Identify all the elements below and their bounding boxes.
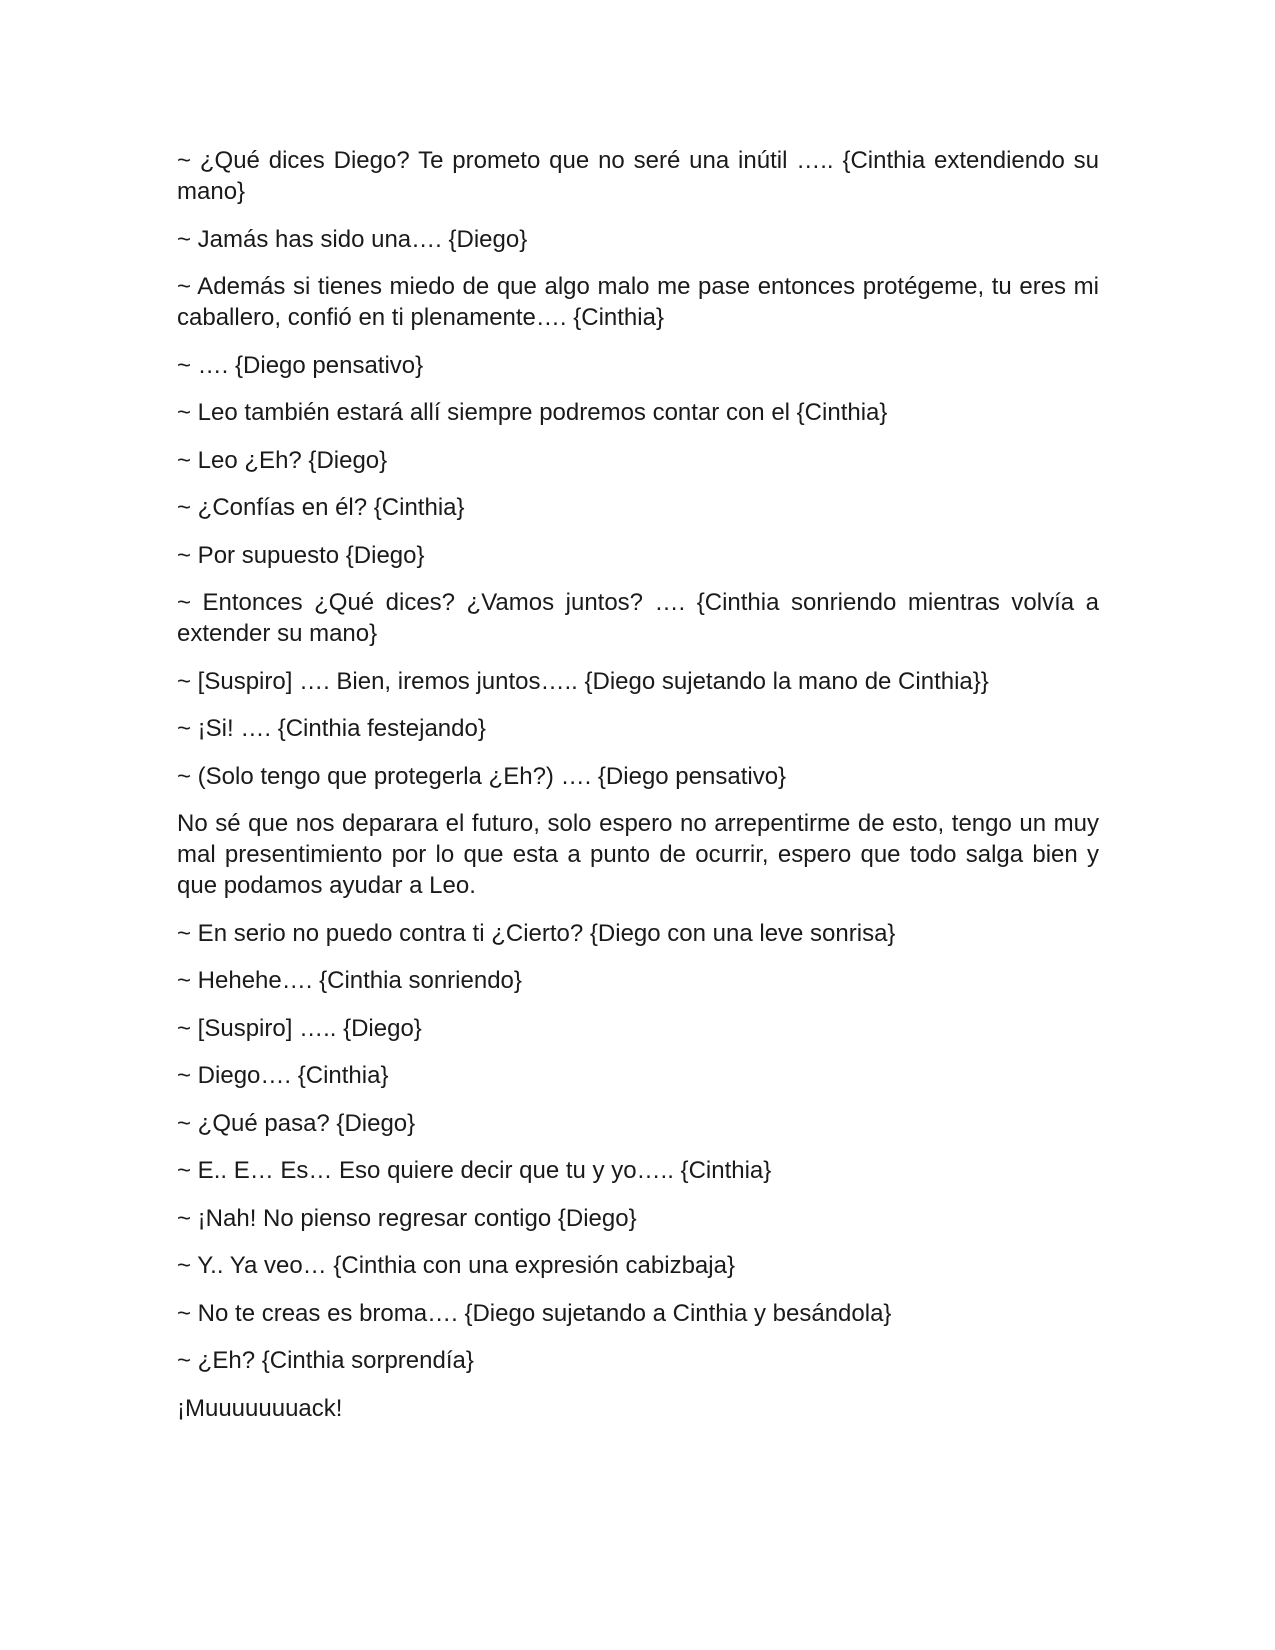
dialogue-line: ~ En serio no puedo contra ti ¿Cierto? {Diego con una leve sonrisa} (177, 919, 896, 947)
dialogue-line: ~ No te creas es broma…. {Diego sujetando a Cinthia y besándola} (177, 1299, 892, 1327)
dialogue-line: ~ ¿Eh? {Cinthia sorprendía} (177, 1347, 474, 1374)
story-text (177, 145, 1099, 1440)
dialogue-line: ~ (Solo tengo que protegerla ¿Eh?) …. {Diego pensativo} (177, 762, 787, 790)
dialogue-line: ~ [Suspiro] …. Bien, iremos juntos….. {Diego sujetando la mano de Cinthia}} (177, 667, 989, 695)
sound-effect-line: ¡Muuuuuuuack! (177, 1394, 343, 1422)
dialogue-line: ~ [Suspiro] ….. {Diego} (177, 1014, 422, 1042)
dialogue-line: ~ ¿Confías en él? {Cinthia} (177, 494, 465, 521)
dialogue-line: ~ Por supuesto {Diego} (177, 541, 425, 569)
dialogue-line: ~ Y.. Ya veo… {Cinthia con una expresión cabizbaja} (177, 1252, 735, 1279)
narration-paragraph: No sé que nos deparara el futuro, solo espero no arrepentirme de esto, tengo un muy mal presentimiento por lo que esta a punto de ocurrir, espero que todo salga bien y que podamos ayudar a Leo. (177, 810, 1099, 899)
dialogue-line: ~ Hehehe…. {Cinthia sonriendo} (177, 967, 522, 994)
dialogue-line: ~ Jamás has sido una…. {Diego} (177, 225, 528, 253)
dialogue-line: ~ Leo también estará allí siempre podremos contar con el {Cinthia} (177, 399, 888, 426)
dialogue-line: ~ ¡Si! …. {Cinthia festejando} (177, 715, 486, 742)
dialogue-line: ~ Entonces ¿Qué dices? ¿Vamos juntos? …. {Cinthia sonriendo mientras volvía a extender su mano} (177, 589, 1099, 647)
dialogue-line: ~ Además si tienes miedo de que algo malo me pase entonces protégeme, tu eres mi caballero, confió en ti plenamente…. {Cinthia} (177, 273, 1099, 331)
dialogue-line: ~ Diego…. {Cinthia} (177, 1062, 389, 1089)
dialogue-line: ~ E.. E… Es… Eso quiere decir que tu y yo….. {Cinthia} (177, 1157, 772, 1184)
dialogue-line: ~ ¿Qué dices Diego? Te prometo que no seré una inútil ….. {Cinthia extendiendo su mano} (177, 147, 1099, 205)
dialogue-line: ~ Leo ¿Eh? {Diego} (177, 446, 388, 474)
dialogue-line: ~ ¡Nah! No pienso regresar contigo {Diego} (177, 1204, 637, 1232)
dialogue-line: ~ ¿Qué pasa? {Diego} (177, 1109, 416, 1137)
dialogue-line: ~ …. {Diego pensativo} (177, 351, 424, 379)
